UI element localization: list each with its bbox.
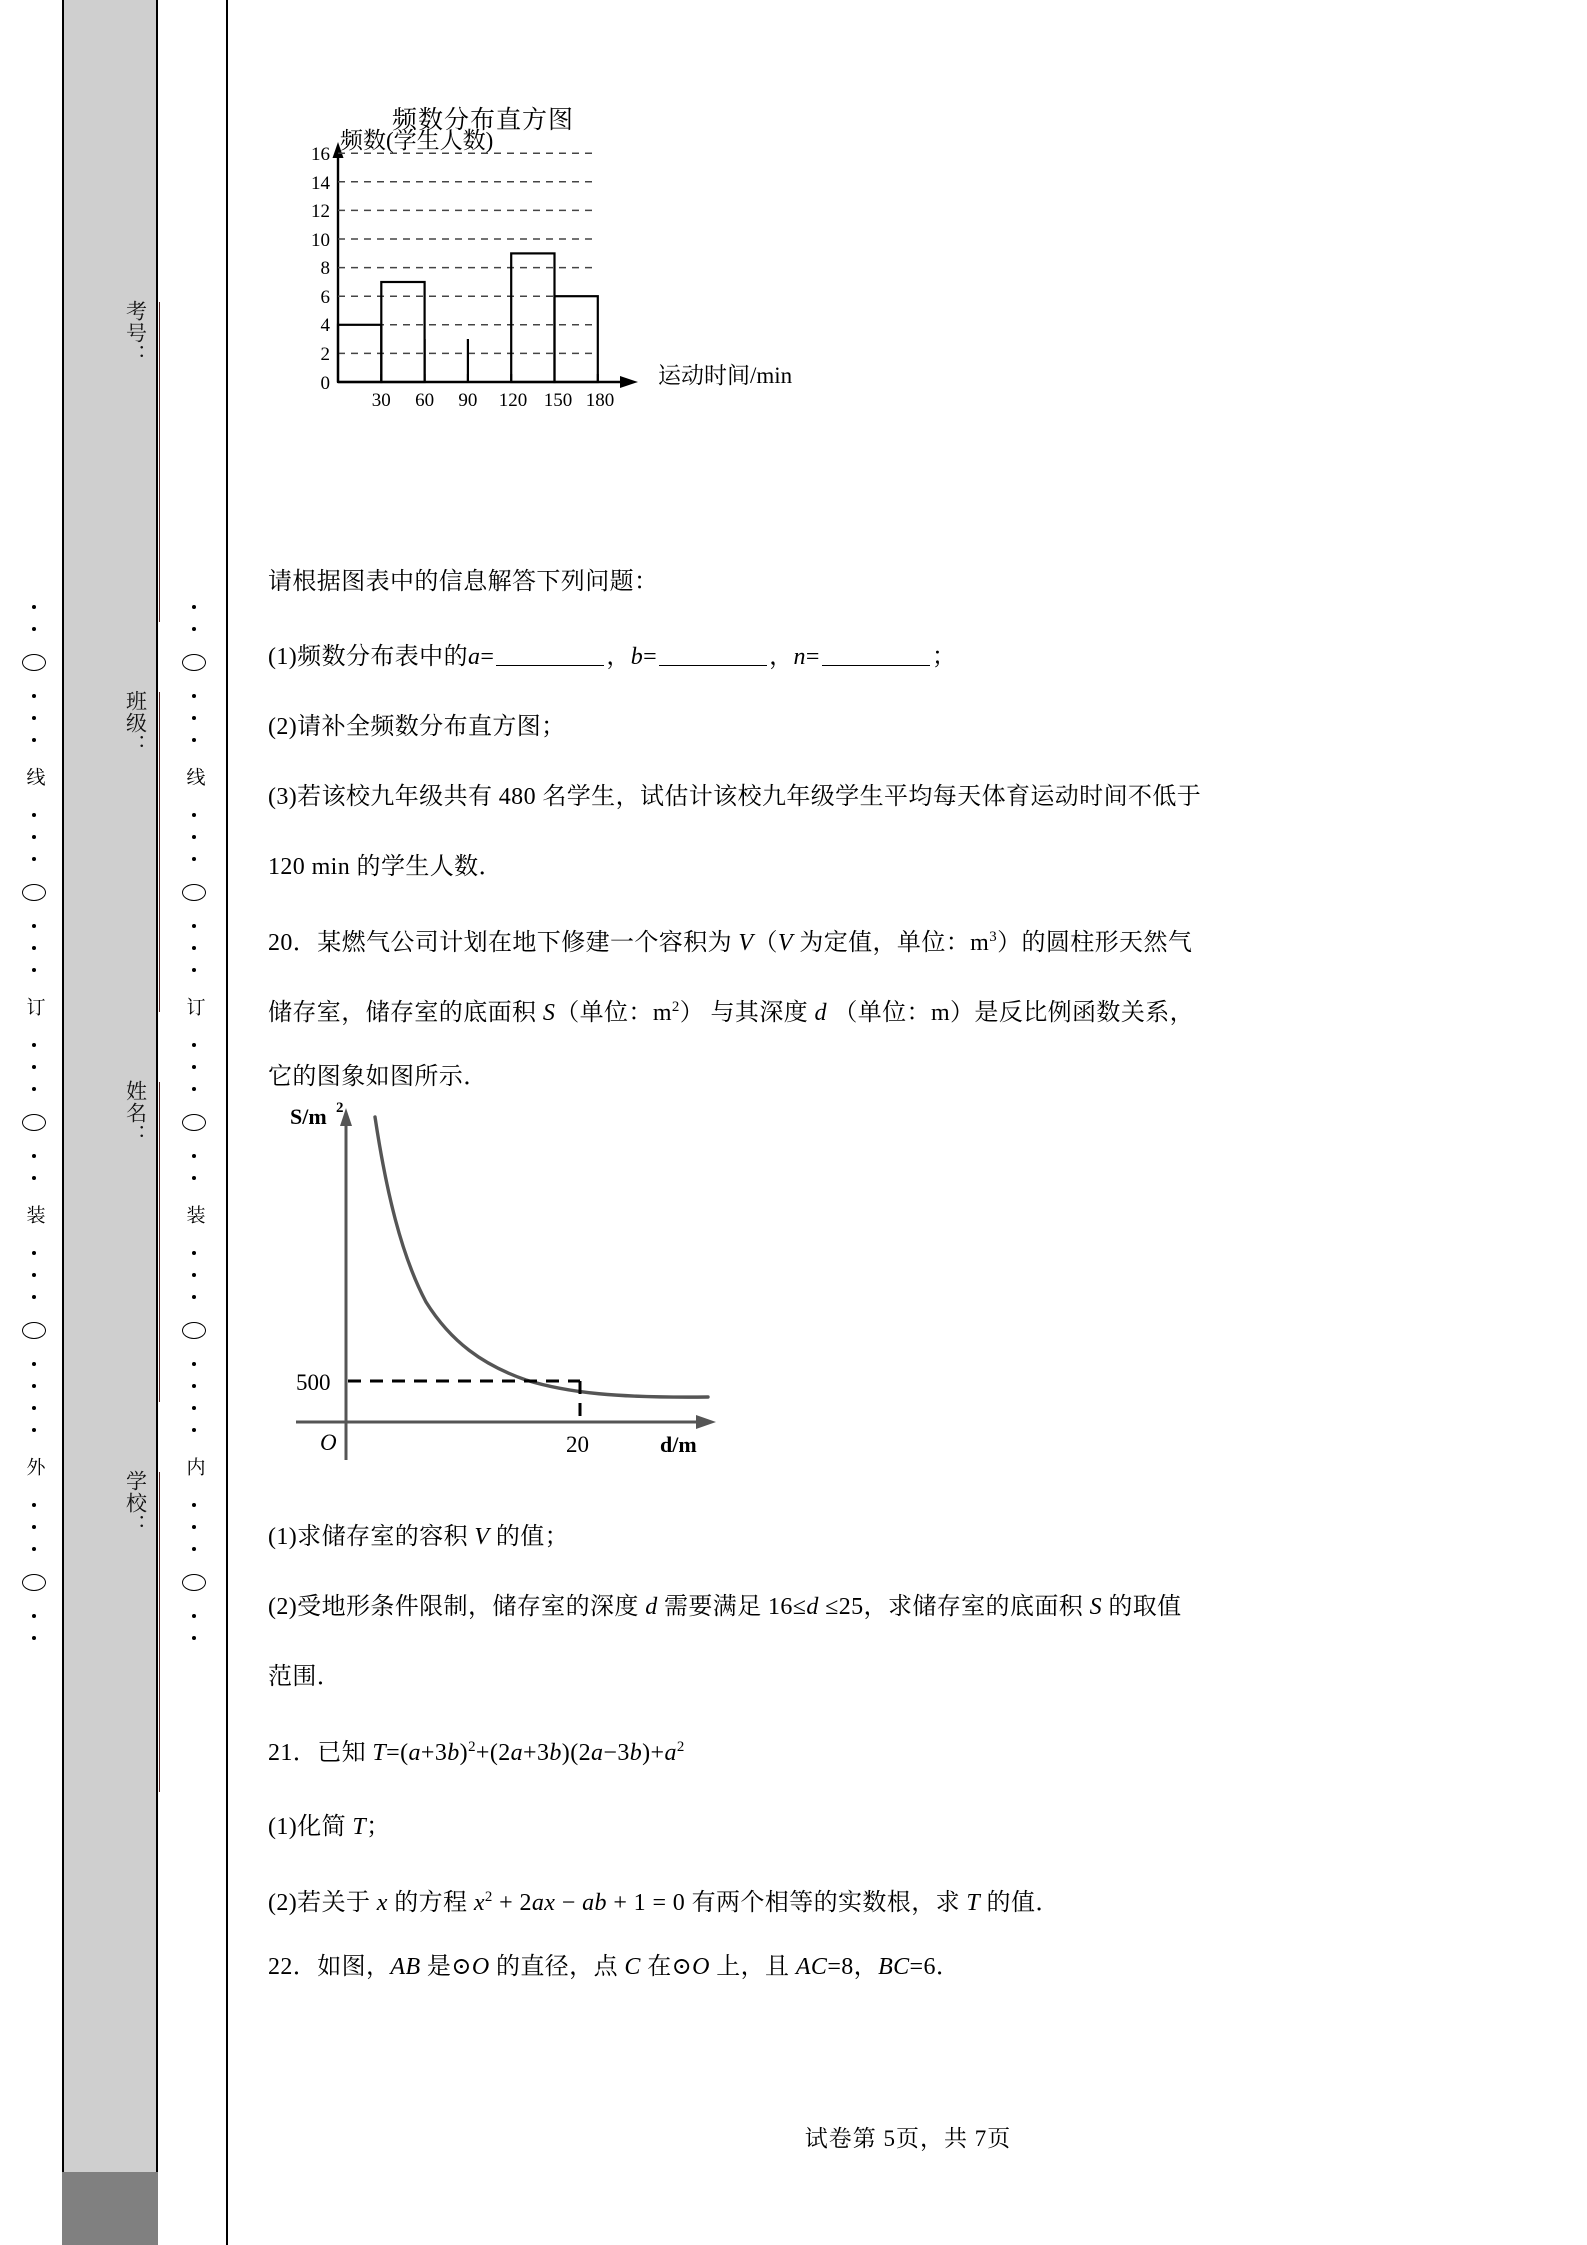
margin-dot	[192, 857, 196, 861]
var-x: x	[376, 1890, 388, 1916]
histogram-y-axis-label: 频数(学生人数)	[340, 128, 494, 153]
sup-2b: 2	[676, 1739, 685, 1755]
var-V2: V	[777, 930, 793, 956]
margin-dot	[32, 835, 36, 839]
margin-label-ding: 订	[183, 997, 205, 1018]
oval-mark	[182, 884, 206, 901]
question-19-3-line2	[268, 850, 1518, 884]
question-19-1	[268, 640, 1518, 674]
oval-mark	[22, 1574, 46, 1591]
oval-mark	[22, 1322, 46, 1339]
eq3: =	[805, 644, 820, 670]
margin-dot	[192, 1154, 196, 1158]
margin-dot	[32, 1525, 36, 1529]
margin-dot	[192, 1636, 196, 1640]
svg-text:0: 0	[320, 373, 330, 394]
var-b: b	[447, 1740, 460, 1766]
q21-p7: −3	[603, 1740, 630, 1766]
margin-dot	[32, 1406, 36, 1410]
margin-dot	[32, 1273, 36, 1277]
sep1: ，	[606, 644, 631, 670]
inverse-proportion-graph-figure	[268, 1070, 738, 1470]
hyperbola-svg	[268, 1070, 738, 1470]
var-a: a	[408, 1740, 421, 1766]
margin-dot	[192, 1503, 196, 1507]
svg-text:60: 60	[415, 390, 435, 411]
question-20-1	[268, 1520, 1518, 1554]
field-label-exam-number: 考号：	[123, 300, 148, 366]
answer-blank-n[interactable]	[822, 645, 930, 666]
student-info-strip	[62, 0, 158, 2245]
svg-text:120: 120	[498, 390, 528, 411]
q20-l1-c: 为定值，单位：m	[792, 930, 990, 956]
q21-2-b: 的方程	[387, 1890, 474, 1916]
seg-AB: AB	[390, 1954, 421, 1980]
histogram-title: 频数分布直方图	[392, 107, 575, 134]
q21-2-d: −	[555, 1890, 583, 1916]
origin-label-text: O	[320, 1430, 337, 1455]
svg-text:4: 4	[320, 315, 330, 336]
sup-2: 2	[484, 1889, 493, 1905]
margin-dot	[192, 1362, 196, 1366]
margin-dot	[32, 1503, 36, 1507]
seg-BC: BC	[878, 1954, 910, 1980]
q20-l2-a: 储存室，储存室的底面积	[268, 1000, 543, 1026]
q19-3-value: 120 min	[268, 854, 351, 880]
margin-label-wai: 外	[23, 1457, 45, 1478]
q22-d: 在⊙	[640, 1954, 693, 1980]
var-T: T	[372, 1740, 387, 1766]
oval-mark	[182, 654, 206, 671]
field-rule	[159, 1472, 161, 1792]
q20-l1-a: 20．某燃气公司计划在地下修建一个容积为	[268, 930, 739, 956]
q21-2-a: (2)若关于	[268, 1890, 377, 1916]
q19-3-tail: 的学生人数．	[350, 854, 503, 880]
q20-1-b: 的值；	[489, 1524, 570, 1550]
margin-dot	[32, 1362, 36, 1366]
q20-1-a: (1)求储存室的容积	[268, 1524, 475, 1550]
term-ab: ab	[582, 1890, 607, 1916]
margin-label-ding: 订	[23, 997, 45, 1018]
svg-text:180: 180	[585, 390, 615, 411]
margin-dot	[192, 1614, 196, 1618]
oval-mark	[22, 654, 46, 671]
svg-text:2: 2	[320, 344, 330, 365]
margin-dot	[192, 835, 196, 839]
var-a: a	[467, 644, 481, 670]
var-a3: a	[590, 1740, 604, 1766]
margin-dot	[192, 924, 196, 928]
margin-dot	[192, 1525, 196, 1529]
margin-dot	[32, 1295, 36, 1299]
y-value-label-text: 500	[296, 1370, 331, 1395]
svg-text:16: 16	[311, 144, 330, 165]
y-axis-label-sup: 2	[336, 1100, 344, 1116]
var-b: b	[630, 644, 644, 670]
circle-O2: O	[692, 1954, 710, 1980]
margin-dot	[192, 1547, 196, 1551]
q19-1-prefix: (1)频数分布表中的	[268, 644, 468, 670]
dotted-column-inner	[166, 0, 222, 2245]
margin-dot	[192, 627, 196, 631]
field-rule	[159, 692, 161, 1012]
svg-text:12: 12	[311, 201, 330, 222]
field-label-class: 班级：	[123, 690, 148, 756]
margin-dot	[192, 1251, 196, 1255]
var-d: d	[814, 1000, 827, 1026]
question-21-head	[268, 1730, 1518, 1770]
margin-dot	[32, 716, 36, 720]
exam-content	[258, 0, 1558, 2245]
margin-dot	[192, 1176, 196, 1180]
question-20-line1	[268, 920, 1518, 960]
var-V: V	[738, 930, 754, 956]
oval-mark	[22, 1114, 46, 1131]
field-name[interactable]	[64, 1080, 160, 1410]
margin-label-line: 线	[23, 767, 45, 788]
margin-dot	[32, 1251, 36, 1255]
margin-dot	[192, 694, 196, 698]
margin-dot	[32, 857, 36, 861]
margin-dot	[32, 1614, 36, 1618]
sup-2: 2	[671, 999, 680, 1015]
q21-p1: (	[400, 1740, 409, 1766]
margin-dot	[192, 1428, 196, 1432]
margin-label-nei: 内	[183, 1457, 205, 1478]
svg-text:30: 30	[371, 390, 391, 411]
var-V: V	[474, 1524, 490, 1550]
margin-divider	[226, 0, 228, 2245]
answer-blank-b[interactable]	[659, 645, 767, 666]
q20-l2-b: （单位：m	[555, 1000, 672, 1026]
q20-2-c: ≤25，求储存室的底面积	[818, 1594, 1090, 1620]
var-a2: a	[510, 1740, 524, 1766]
q21-p4: +(2	[475, 1740, 511, 1766]
question-20-2-line2: 范围．	[268, 1664, 342, 1690]
var-b3: b	[629, 1740, 643, 1766]
margin-dot	[192, 1043, 196, 1047]
margin-dot	[192, 1295, 196, 1299]
eq2: =	[643, 644, 658, 670]
q21-p5: +3	[523, 1740, 550, 1766]
field-class[interactable]	[64, 690, 160, 1020]
var-b2: b	[549, 1740, 562, 1766]
margin-dot	[192, 968, 196, 972]
question-19-2: (2)请补全频数分布直方图；	[268, 714, 566, 740]
margin-dot	[32, 627, 36, 631]
term-ax: ax	[531, 1890, 556, 1916]
margin-dot	[32, 1176, 36, 1180]
margin-dot	[192, 813, 196, 817]
q22-c: 的直径，点	[489, 1954, 625, 1980]
gray-strip-cap-bottom	[62, 2172, 158, 2245]
q20-l2-e: （单位：m）是反比例函数关系，	[826, 1000, 1195, 1026]
var-S: S	[1089, 1594, 1102, 1620]
q20-l1-b: （	[753, 930, 778, 956]
margin-dot	[192, 946, 196, 950]
field-rule	[159, 1082, 161, 1402]
histogram-x-axis-label: 运动时间/min	[658, 363, 793, 388]
margin-dot	[32, 1384, 36, 1388]
q20-l2-c: ） 与其深度	[679, 1000, 815, 1026]
margin-dot	[192, 1065, 196, 1069]
sep2: ，	[769, 644, 794, 670]
margin-dot	[32, 1043, 36, 1047]
margin-label-zhuang: 装	[23, 1205, 45, 1226]
q21-p6: )(2	[561, 1740, 591, 1766]
oval-mark	[182, 1114, 206, 1131]
var-d2: d	[806, 1594, 819, 1620]
q21-eq: =	[386, 1740, 401, 1766]
q21-p8: )+	[642, 1740, 665, 1766]
svg-text:90: 90	[458, 390, 478, 411]
margin-dot	[192, 605, 196, 609]
q21-p2: +3	[420, 1740, 448, 1766]
var-x2: x	[473, 1890, 485, 1916]
margin-dot	[192, 738, 196, 742]
margin-dot	[32, 605, 36, 609]
field-school[interactable]	[64, 1470, 160, 1800]
q19-1-end: ；	[931, 644, 957, 670]
margin-dot	[32, 1547, 36, 1551]
margin-dot	[32, 813, 36, 817]
oval-mark	[182, 1322, 206, 1339]
oval-mark	[22, 884, 46, 901]
y-axis-label-text: S/m	[290, 1104, 327, 1129]
margin-dot	[32, 694, 36, 698]
margin-label-line: 线	[183, 767, 205, 788]
frequency-histogram-figure	[268, 100, 888, 411]
eq1: =	[480, 644, 495, 670]
exam-binding-margin	[0, 0, 228, 2245]
question-20-line3: 它的图象如图所示．	[268, 1064, 488, 1090]
q22-e: 上，且	[709, 1954, 796, 1980]
q22-g: =6．	[909, 1954, 961, 1980]
margin-dot	[32, 1428, 36, 1432]
var-T: T	[966, 1890, 981, 1916]
x-axis-label-text: d/m	[660, 1432, 697, 1457]
field-label-school: 学校：	[123, 1470, 148, 1536]
q21-2-e: + 1 = 0 有两个相等的实数根，求	[606, 1890, 967, 1916]
margin-dot	[32, 738, 36, 742]
svg-text:6: 6	[320, 287, 330, 308]
var-d: d	[645, 1594, 658, 1620]
sup-2: 2	[468, 1739, 476, 1755]
margin-dot	[32, 924, 36, 928]
question-21-2	[268, 1880, 1518, 1920]
margin-dot	[192, 1087, 196, 1091]
q21-1-a: (1)化简	[268, 1814, 353, 1840]
q20-l1-d: ）的圆柱形天然气	[997, 930, 1193, 956]
var-n: n	[793, 644, 806, 670]
margin-dot	[32, 1065, 36, 1069]
question-21-1	[268, 1810, 1518, 1844]
svg-text:8: 8	[320, 258, 330, 279]
q21-a: 21．已知	[268, 1740, 373, 1766]
margin-dot	[192, 1384, 196, 1388]
svg-text:10: 10	[311, 230, 330, 251]
margin-dot	[32, 1636, 36, 1640]
seg-AC: AC	[795, 1954, 828, 1980]
sup-3: 3	[989, 929, 998, 945]
margin-label-zhuang: 装	[183, 1205, 205, 1226]
field-label-name: 姓名：	[123, 1080, 148, 1146]
svg-text:14: 14	[311, 173, 330, 194]
point-C: C	[624, 1954, 641, 1980]
oval-mark	[182, 1574, 206, 1591]
var-S: S	[542, 1000, 556, 1026]
q21-1-b: ；	[366, 1814, 391, 1840]
q21-2-c: + 2	[492, 1890, 532, 1916]
q22-b: 是⊙	[420, 1954, 472, 1980]
q22-f: =8，	[827, 1954, 879, 1980]
question-20-line2	[268, 990, 1518, 1030]
margin-dot	[32, 1087, 36, 1091]
answer-blank-a[interactable]	[496, 645, 604, 666]
var-a4: a	[664, 1740, 677, 1766]
margin-dot	[192, 1406, 196, 1410]
field-rule	[159, 302, 161, 622]
margin-dot	[32, 1154, 36, 1158]
circle-O: O	[471, 1954, 490, 1980]
question-prompt: 请根据图表中的信息解答下列问题：	[268, 569, 659, 595]
q21-2-f: 的值．	[980, 1890, 1060, 1916]
var-T: T	[352, 1814, 367, 1840]
question-19-3-line1: (3)若该校九年级共有 480 名学生，试估计该校九年级学生平均每天体育运动时间不低于	[268, 784, 1202, 810]
page-footer: 试卷第 5页，共 7页	[804, 2126, 1012, 2151]
x-value-label-text: 20	[566, 1432, 589, 1457]
q20-2-e: 的取值	[1101, 1594, 1182, 1620]
q21-p3: )	[459, 1740, 469, 1766]
dotted-column-outer	[6, 0, 62, 2245]
margin-dot	[192, 1273, 196, 1277]
margin-dot	[192, 716, 196, 720]
q20-2-a: (2)受地形条件限制，储存室的深度	[268, 1594, 646, 1620]
margin-dot	[32, 968, 36, 972]
field-exam-number[interactable]	[64, 300, 160, 630]
q22-a: 22．如图，	[268, 1954, 391, 1980]
margin-dot	[32, 946, 36, 950]
histogram-svg	[268, 134, 888, 411]
svg-text:150: 150	[543, 390, 573, 411]
question-22	[268, 1950, 1518, 1984]
question-20-2-line1	[268, 1590, 1518, 1624]
q20-2-b: 需要满足 16≤	[657, 1594, 807, 1620]
